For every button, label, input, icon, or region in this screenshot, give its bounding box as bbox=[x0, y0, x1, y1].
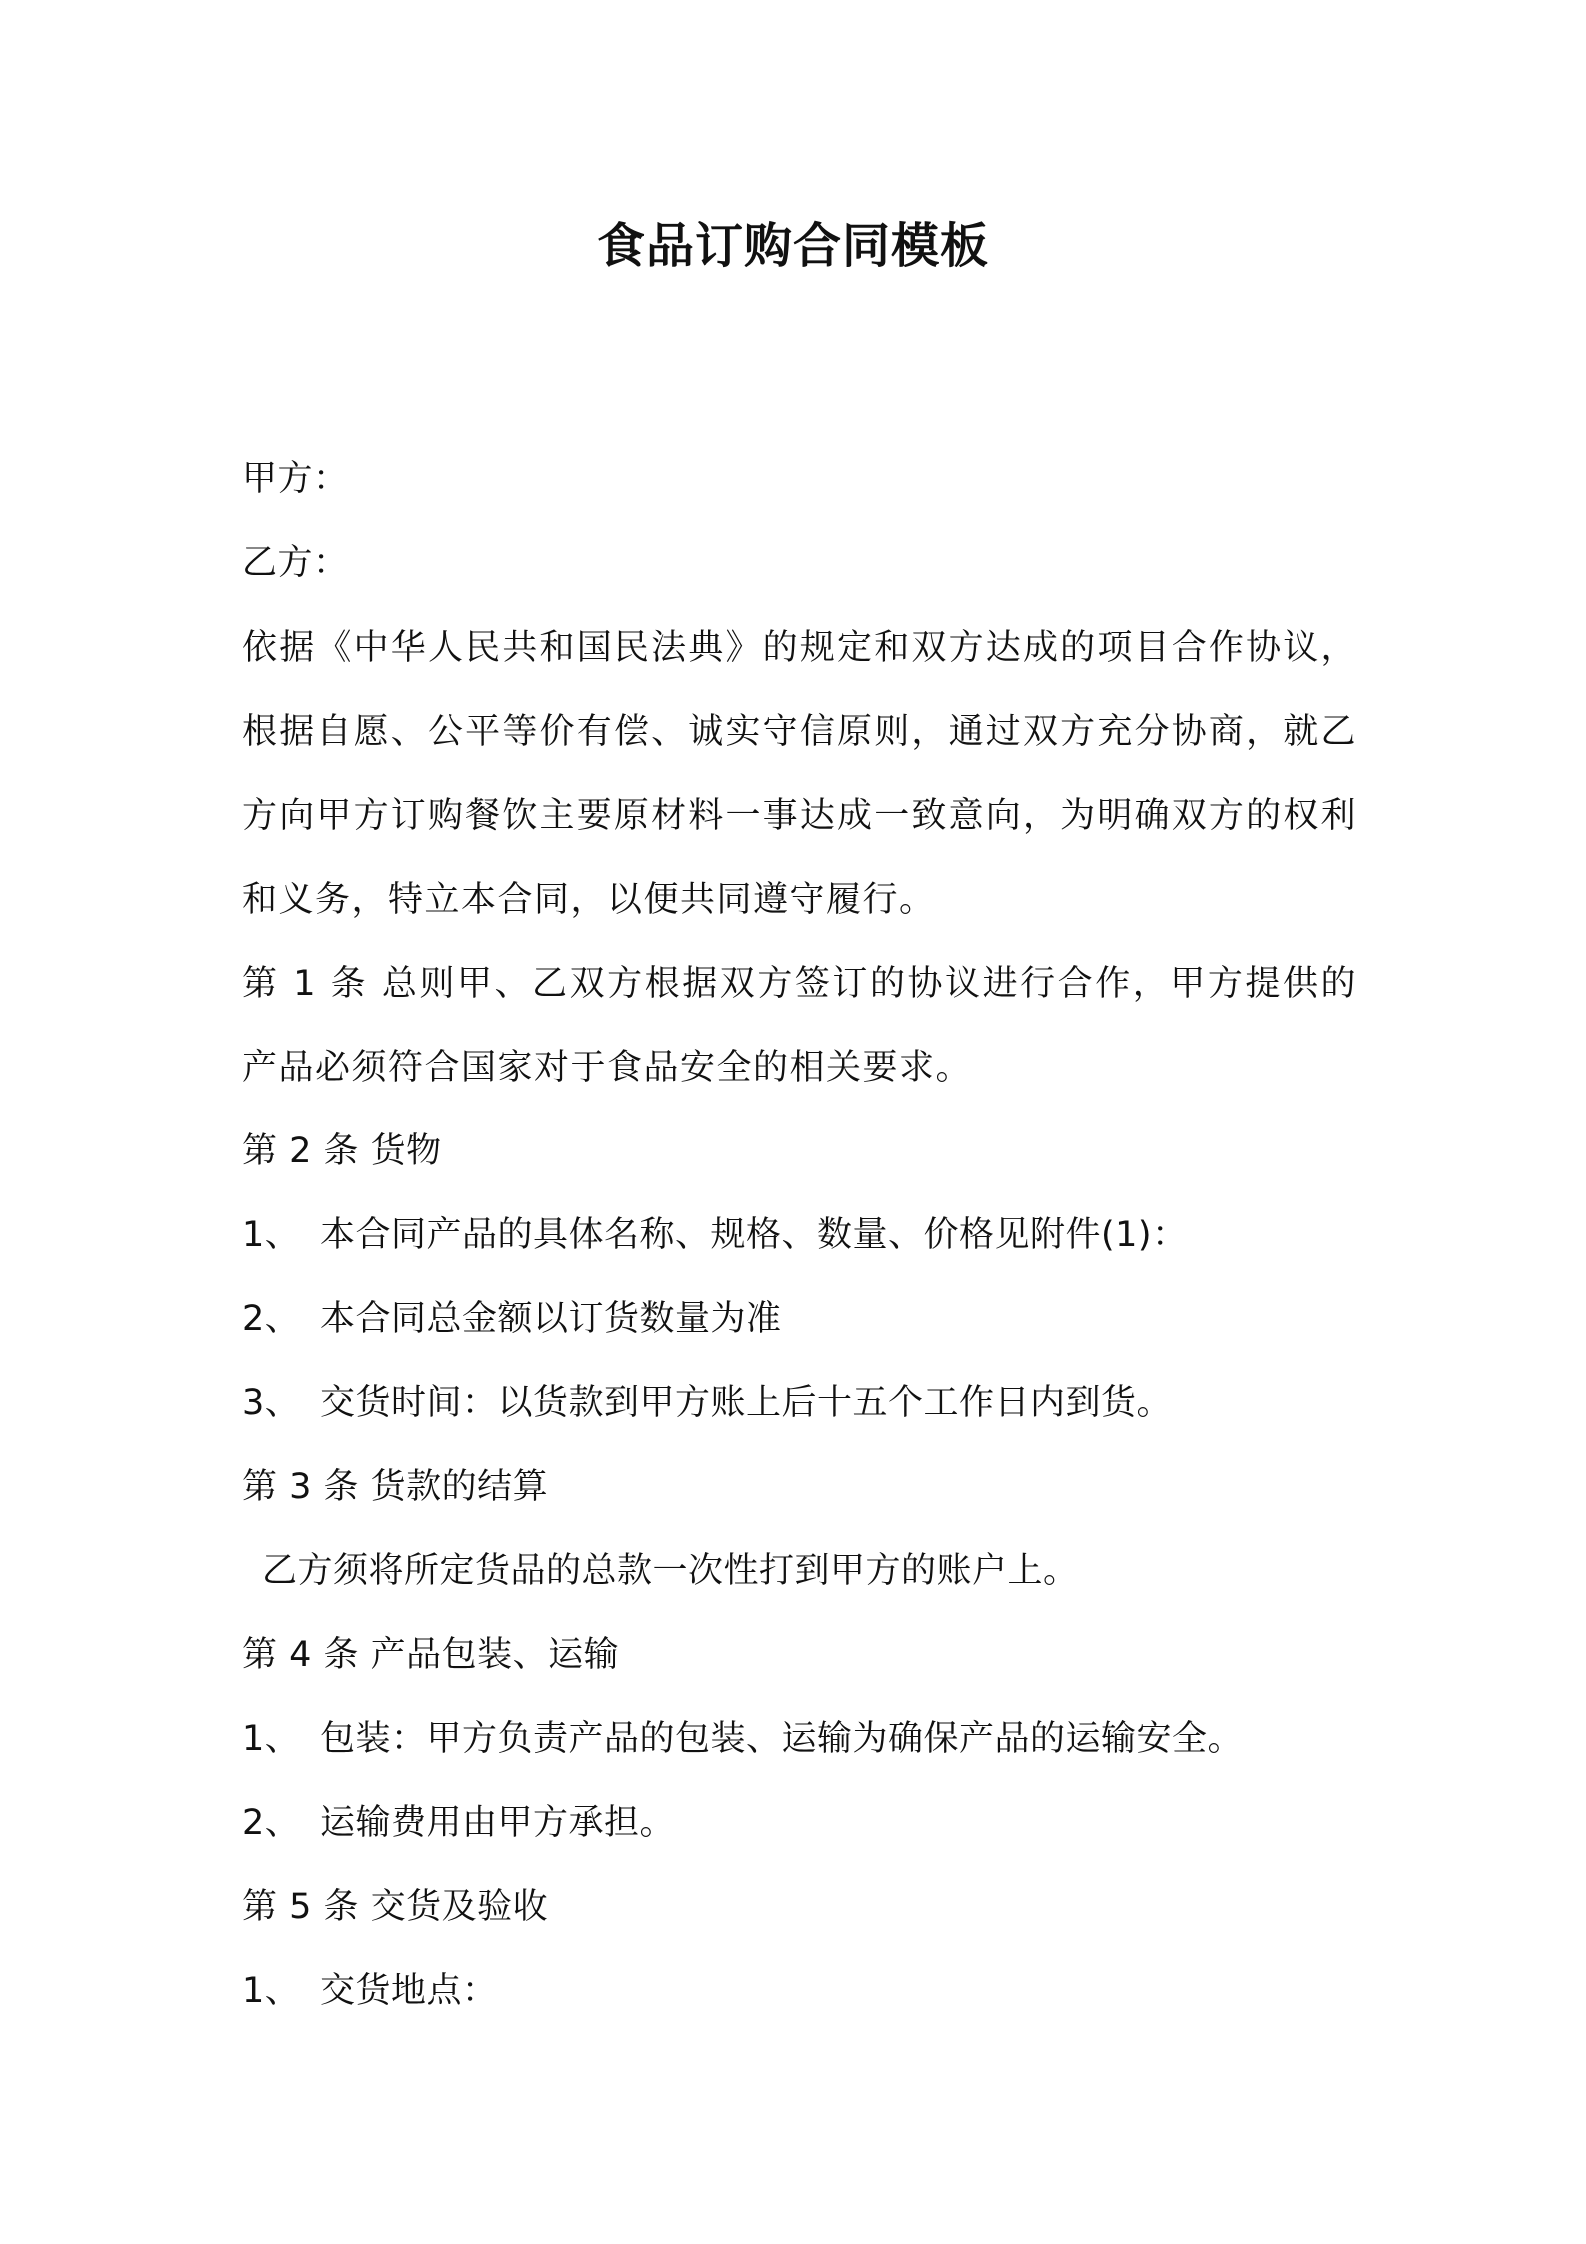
list-item-number: 1、 bbox=[242, 1719, 301, 1759]
article-4-heading: 第 4 条 产品包装、运输 bbox=[242, 1635, 620, 1675]
party-b-label: 乙方： bbox=[242, 543, 349, 583]
list-item-text: 运输费用由甲方承担。 bbox=[320, 1803, 676, 1843]
list-item-text: 包装：甲方负责产品的包装、运输为确保产品的运输安全。 bbox=[320, 1719, 1244, 1759]
list-item-number: 1、 bbox=[242, 1971, 301, 2011]
list-item-number: 1、 bbox=[242, 1215, 301, 1255]
article-3-text: 乙方须将所定货品的总款一次性打到甲方的账户上。 bbox=[262, 1551, 1079, 1591]
document-title: 食品订购合同模板 bbox=[596, 218, 989, 274]
list-item-text: 本合同总金额以订货数量为准 bbox=[320, 1299, 782, 1339]
list-item bbox=[242, 1718, 1372, 1760]
list-item bbox=[242, 1970, 1372, 2012]
article-3-heading: 第 3 条 货款的结算 bbox=[242, 1467, 549, 1507]
list-item-number: 2、 bbox=[242, 1299, 301, 1339]
article-2-heading: 第 2 条 货物 bbox=[242, 1131, 442, 1171]
party-a-label: 甲方： bbox=[242, 459, 349, 499]
list-item-text: 本合同产品的具体名称、规格、数量、价格见附件(1)： bbox=[320, 1215, 1188, 1255]
list-item-text: 交货时间：以货款到甲方账上后十五个工作日内到货。 bbox=[320, 1383, 1173, 1423]
list-item-text: 交货地点： bbox=[320, 1971, 498, 2011]
preamble-paragraph: 依据《中华人民共和国民法典》的规定和双方达成的项目合作协议，根据自愿、公平等价有偿、诚实守信原则，通过双方充分协商，就乙方向甲方订购餐饮主要原材料一事达成一致意向，为明确双方的权利和义务，特立本合同，以便共同遵守履行。 bbox=[242, 628, 1357, 920]
list-item bbox=[242, 1298, 1372, 1340]
list-item-number: 2、 bbox=[242, 1803, 301, 1843]
list-item bbox=[242, 1382, 1372, 1424]
list-item-number: 3、 bbox=[242, 1383, 301, 1423]
article-5-heading: 第 5 条 交货及验收 bbox=[242, 1887, 549, 1927]
list-item bbox=[242, 1802, 1372, 1844]
list-item bbox=[242, 1214, 1372, 1256]
article-1-paragraph: 第 1 条 总则甲、乙双方根据双方签订的协议进行合作，甲方提供的产品必须符合国家对于食品安全的相关要求。 bbox=[242, 964, 1357, 1088]
